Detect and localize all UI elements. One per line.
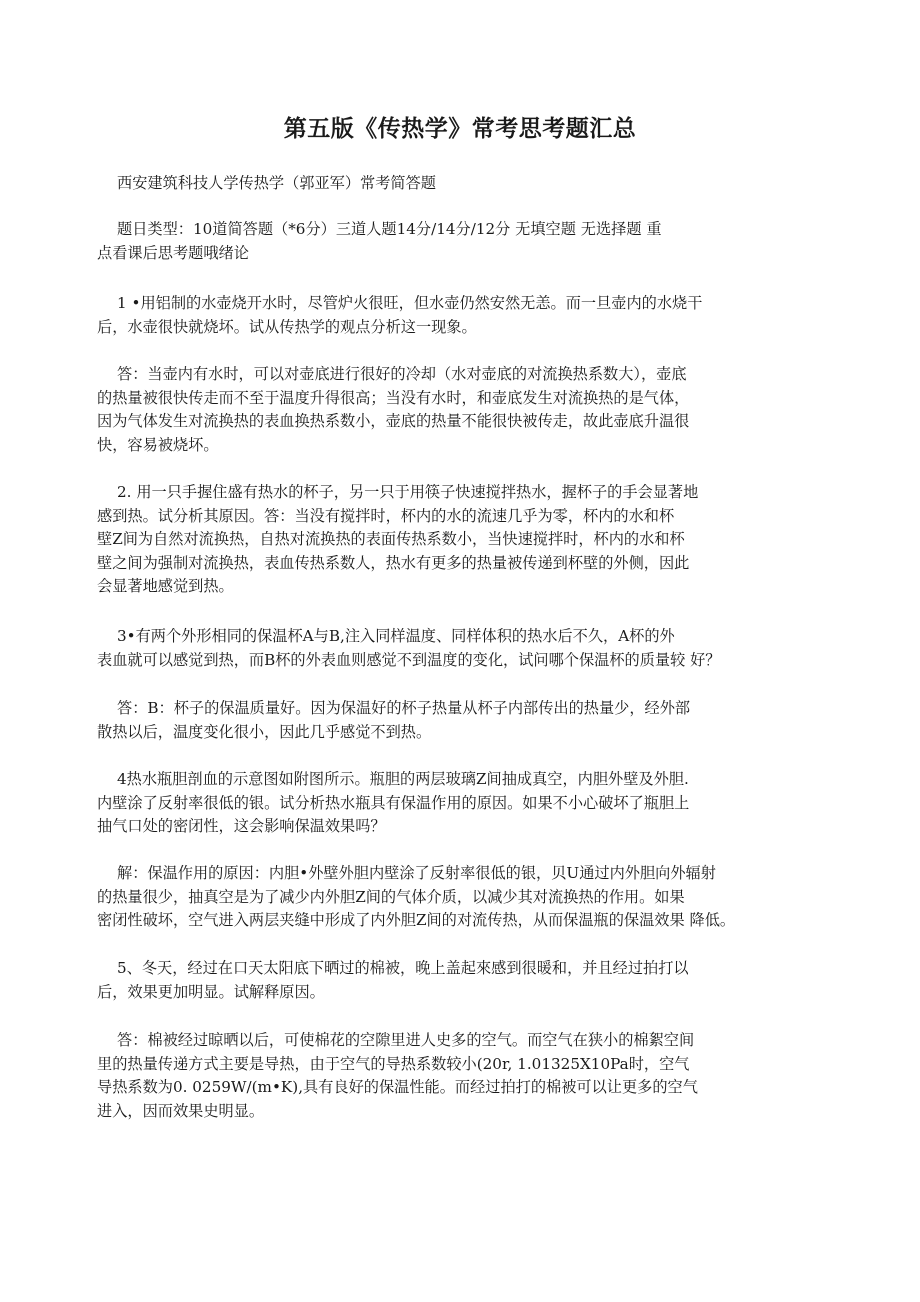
answer-5 [97, 1029, 817, 1123]
document-title: 第五版《传热学》常考思考题汇总 [283, 116, 637, 142]
question-1 [97, 292, 817, 339]
answer-1 [97, 363, 817, 457]
answer-line: 散热以后，温度变化很小，因此几乎感觉不到热。 [97, 722, 432, 741]
answer-line: 导热系数为0. 0259W/(m•K),具有良好的保温性能。而经过拍打的棉被可以让更多的空气 [97, 1078, 698, 1096]
question-line: 4热水瓶胆剖血的示意图如附图所示。瓶胆的两层玻璃Z间抽成真空，内胆外壁及外胆. [117, 770, 689, 788]
answer-line: 进入，因而效果史明显。 [97, 1101, 265, 1120]
answer-line: 答：棉被经过晾晒以后，可使棉花的空隙里进人史多的空气。而空气在狭小的棉絮空间 [117, 1031, 695, 1049]
question-line: 表血就可以感觉到热，而B杯的外表血则感觉不到温度的变化，试问哪个保温杯的质量较 好？ [97, 650, 721, 669]
answer-line: 的热量被很快传走而不至于温度升得很高；当没有水时，和壶底发生对流换热的是气体， [97, 388, 690, 407]
question-line: 5、冬天，经过在口天太阳底下晒过的棉被，晚上盖起來感到很暖和，并且经过拍打以 [117, 959, 689, 977]
intro-line: 题日类型：10道简答题（*6分）三道人题14分/14分/12分 无填空题 无选择题 重 [117, 220, 662, 238]
question-line: 会显著地感觉到热。 [97, 577, 234, 595]
question-line: 内壁涂了反射率很低的银。试分析热水瓶具有保温作用的原因。如果不小心破坏了瓶胆上 [97, 793, 690, 812]
answer-line: 答：当壶内有水时，可以对壶底进行很好的冷却（水对壶底的对流换热系数大），壶底 [117, 365, 687, 383]
question-line: 1 •用铝制的水壶烧开水时，尽管炉火很旺，但水壶仍然安然无恙。而一旦壶内的水烧干 [117, 294, 703, 312]
question-line: 3•有两个外形相同的保温杯A与B,注入同样温度、同样体积的热水后不久，A杯的外 [117, 627, 675, 645]
question-4 [97, 768, 817, 839]
answer-line: 密闭性破坏，空气进入两层夹缝中形成了内外胆Z间的对流传热，从而保温瓶的保温效果 降低。 [97, 911, 736, 929]
answer-line: 快，容易被烧坏。 [97, 435, 219, 454]
answer-line: 答：B：杯子的保温质量好。因为保温好的杯子热量从杯子内部传出的热量少，经外部 [117, 699, 691, 717]
question-5 [97, 957, 817, 1004]
answer-3 [97, 697, 817, 744]
question-line: 抽气口处的密闭性，这会影响保温效果吗？ [97, 817, 386, 835]
answer-line: 里的热量传递方式主要是导热，由于空气的导热系数较小(20r, 1.01325X10Pa时，空气 [97, 1054, 690, 1073]
question-line: 感到热。试分析其原因。答：当没有搅拌时，杯内的水的流速几乎为零，杯内的水和杯 [97, 506, 675, 525]
question-line: 2. 用一只手握住盛有热水的杯子，另一只于用筷子快速搅拌热水，握杯子的手会显著地 [117, 483, 699, 501]
answer-line: 的热量很少，抽真空是为了减少内外胆Z间的气体介质，以减少其对流换热的作用。如果 [97, 887, 685, 906]
intro-paragraph [97, 218, 817, 265]
question-2 [97, 481, 817, 599]
answer-line: 因为气体发生对流换热的表血换热系数小，壶底的热量不能很快被传走，故此壶底升温很 [97, 412, 690, 430]
intro-line: 点看课后思考题哦绪论 [97, 243, 249, 262]
question-line: 壁之间为强制对流换热，表血传热系数人，热水有更多的热量被传递到杯壁的外侧，因此 [97, 553, 690, 572]
subtitle-paragraph [97, 172, 817, 196]
question-3 [97, 625, 817, 672]
subtitle-line: 西安建筑科技人学传热学（郭亚军）常考简答题 [117, 174, 436, 192]
answer-line: 解：保温作用的原因：内胆•外壁外胆内壁涂了反射率很低的银，贝U通过内外胆向外辐射 [117, 864, 716, 882]
question-line: 后，水壶很快就烧坏。试从传热学的观点分析这一现象。 [97, 317, 477, 336]
answer-4 [97, 862, 817, 933]
question-line: 壁Z间为自然对流换热，自热对流换热的表面传热系数小，当快速搅拌时，杯内的水和杯 [97, 530, 685, 548]
question-line: 后，效果更加明显。试解释原因。 [97, 982, 325, 1001]
